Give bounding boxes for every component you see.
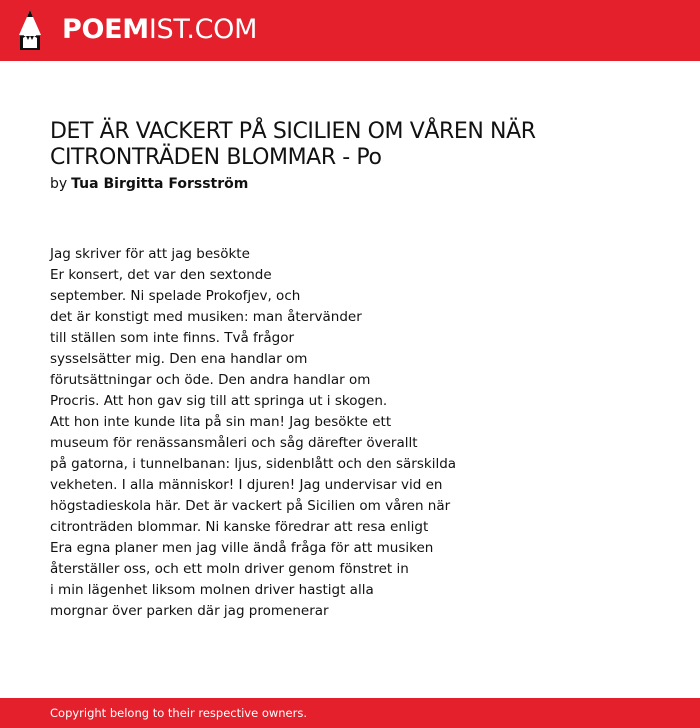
pencil-tip-icon[interactable] [17,9,43,51]
poem-body [50,244,650,622]
poem-line: morgnar över parken där jag promenerar [50,603,329,619]
site-footer [0,698,700,728]
site-header [0,0,700,61]
byline [50,174,248,194]
copyright-notice: Copyright belong to their respective owners. [50,706,308,720]
brand-light: IST.COM [148,14,258,45]
site-logo-text[interactable] [62,13,257,47]
poem-line: Er konsert, det var den sextonde [50,267,272,283]
byline-prefix: by [50,176,68,192]
poem-title: DET ÄR VACKERT PÅ SICILIEN OM VÅREN NÄR CITRONTRÄDEN BLOMMAR - Po [50,119,536,170]
poem-line: Jag skriver för att jag besökte [50,246,250,262]
poem-line: till ställen som inte finns. Två frågor [50,330,295,346]
poem-line: citronträden blommar. Ni kanske föredrar att resa enligt [50,519,429,535]
poem-line: Procris. Att hon gav sig till att springa ut i skogen. [50,393,388,409]
poem-line: förutsättningar och öde. Den andra handlar om [50,372,371,388]
author-name: Tua Birgitta Forsström [71,176,249,192]
poem-line: museum för renässansmåleri och såg därefter överallt [50,435,418,451]
poem-line: vekheten. I alla människor! I djuren! Jag undervisar vid en [50,477,443,493]
poem-line: återställer oss, och ett moln driver genom fönstret in [50,561,409,577]
poem-line: Era egna planer men jag ville ändå fråga för att musiken [50,540,434,556]
poem-line: september. Ni spelade Prokofjev, och [50,288,301,304]
poem-line: det är konstigt med musiken: man återvänder [50,309,362,325]
poem-line: på gatorna, i tunnelbanan: ljus, sidenblått och den särskilda [50,456,457,472]
poem-line: högstadieskola här. Det är vackert på Sicilien om våren när [50,498,451,514]
brand-bold: POEM [62,14,149,45]
poem-line: Att hon inte kunde lita på sin man! Jag besökte ett [50,414,392,430]
poem-line: sysselsätter mig. Den ena handlar om [50,351,308,367]
poem-line: i min lägenhet liksom molnen driver hastigt alla [50,582,374,598]
